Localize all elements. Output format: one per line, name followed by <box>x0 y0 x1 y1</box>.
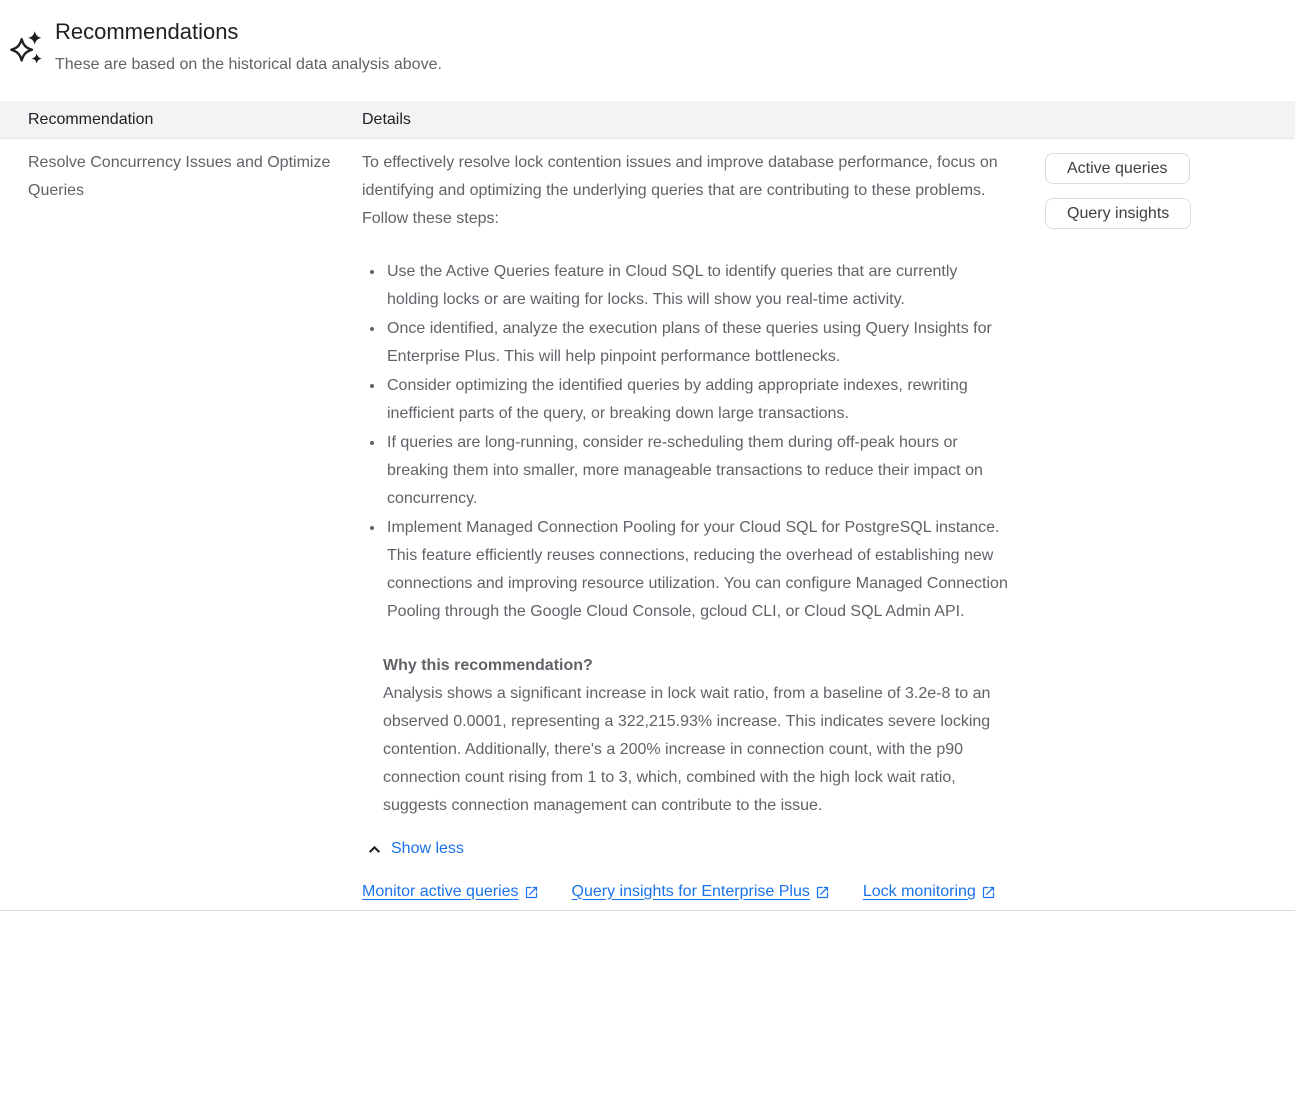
show-less-button[interactable] <box>365 837 464 861</box>
panel-header <box>0 0 1295 76</box>
why-recommendation-text: Analysis shows a significant increase in lock wait ratio, from a baseline of 3.2e-8 to an observed 0.0001, representing a 322,215.93% increase. This indicates severe locking contention. Additionally, there's a 200% increase in connection count, with the p90 connection count rising from 1 to 3, which, combined with the high lock wait ratio, suggests connection management can contribute to the issue. <box>383 685 991 814</box>
external-link-icon <box>524 885 539 900</box>
active-queries-chip[interactable]: Active queries <box>1045 153 1190 184</box>
link-text: Query insights for Enterprise Plus <box>571 882 810 900</box>
external-link-icon <box>981 885 996 900</box>
recommendation-title: Resolve Concurrency Issues and Optimize Queries <box>28 154 331 199</box>
query-insights-chip[interactable]: Query insights <box>1045 198 1191 229</box>
link-text: Lock monitoring <box>862 882 976 900</box>
action-chips <box>1010 149 1295 906</box>
recommendations-table <box>0 101 1295 911</box>
gemini-sparkle-icon <box>9 28 47 66</box>
bullet-item: • If queries are long-running, consider re-scheduling them during off-peak hours or breaking them into smaller, more manageable transactions to reduce their impact on concurrency. <box>385 428 1010 513</box>
details-intro: To effectively resolve lock contention issues and improve database performance, focus on identifying and optimizing the underlying queries that are contributing to these problems. Follow these steps: <box>362 154 998 227</box>
header-text <box>55 17 442 76</box>
bullet-item: • Implement Managed Connection Pooling for your Cloud SQL for PostgreSQL instance. This feature efficiently reuses connections, reducing the overhead of establishing new connections and improving resource utilization. You can configure Managed Connection Pooling through the Google Cloud Console, gcloud CLI, or Cloud SQL Admin API. <box>385 513 1010 626</box>
link-query-insights-enterprise-plus[interactable] <box>572 878 830 906</box>
bullet-item: • Consider optimizing the identified queries by adding appropriate indexes, rewriting inefficient parts of the query, or breaking down large transactions. <box>385 371 1010 428</box>
why-recommendation-section <box>383 652 1010 820</box>
link-text: Monitor active queries <box>362 882 519 900</box>
link-lock-monitoring[interactable] <box>863 878 996 906</box>
table-header-row <box>0 101 1295 139</box>
reference-links <box>362 878 1010 906</box>
page-title: Recommendations <box>55 19 239 44</box>
page-subtitle: These are based on the historical data analysis above. <box>55 56 442 73</box>
table-row <box>0 139 1295 911</box>
chevron-up-icon <box>365 840 384 859</box>
column-header-details: Details <box>362 110 411 128</box>
link-monitor-active-queries[interactable] <box>362 878 539 906</box>
details-bullet-list <box>362 257 1010 626</box>
show-less-label: Show less <box>391 840 464 857</box>
external-link-icon <box>815 885 830 900</box>
why-recommendation-title: Why this recommendation? <box>383 657 593 674</box>
bullet-item: • Once identified, analyze the execution plans of these queries using Query Insights for Enterprise Plus. This will help pinpoint performance bottlenecks. <box>385 314 1010 371</box>
bullet-item: • Use the Active Queries feature in Cloud SQL to identify queries that are currently holding locks or are waiting for locks. This will show you real-time activity. <box>385 257 1010 314</box>
column-header-recommendation: Recommendation <box>28 110 154 128</box>
details-cell <box>362 149 1010 906</box>
